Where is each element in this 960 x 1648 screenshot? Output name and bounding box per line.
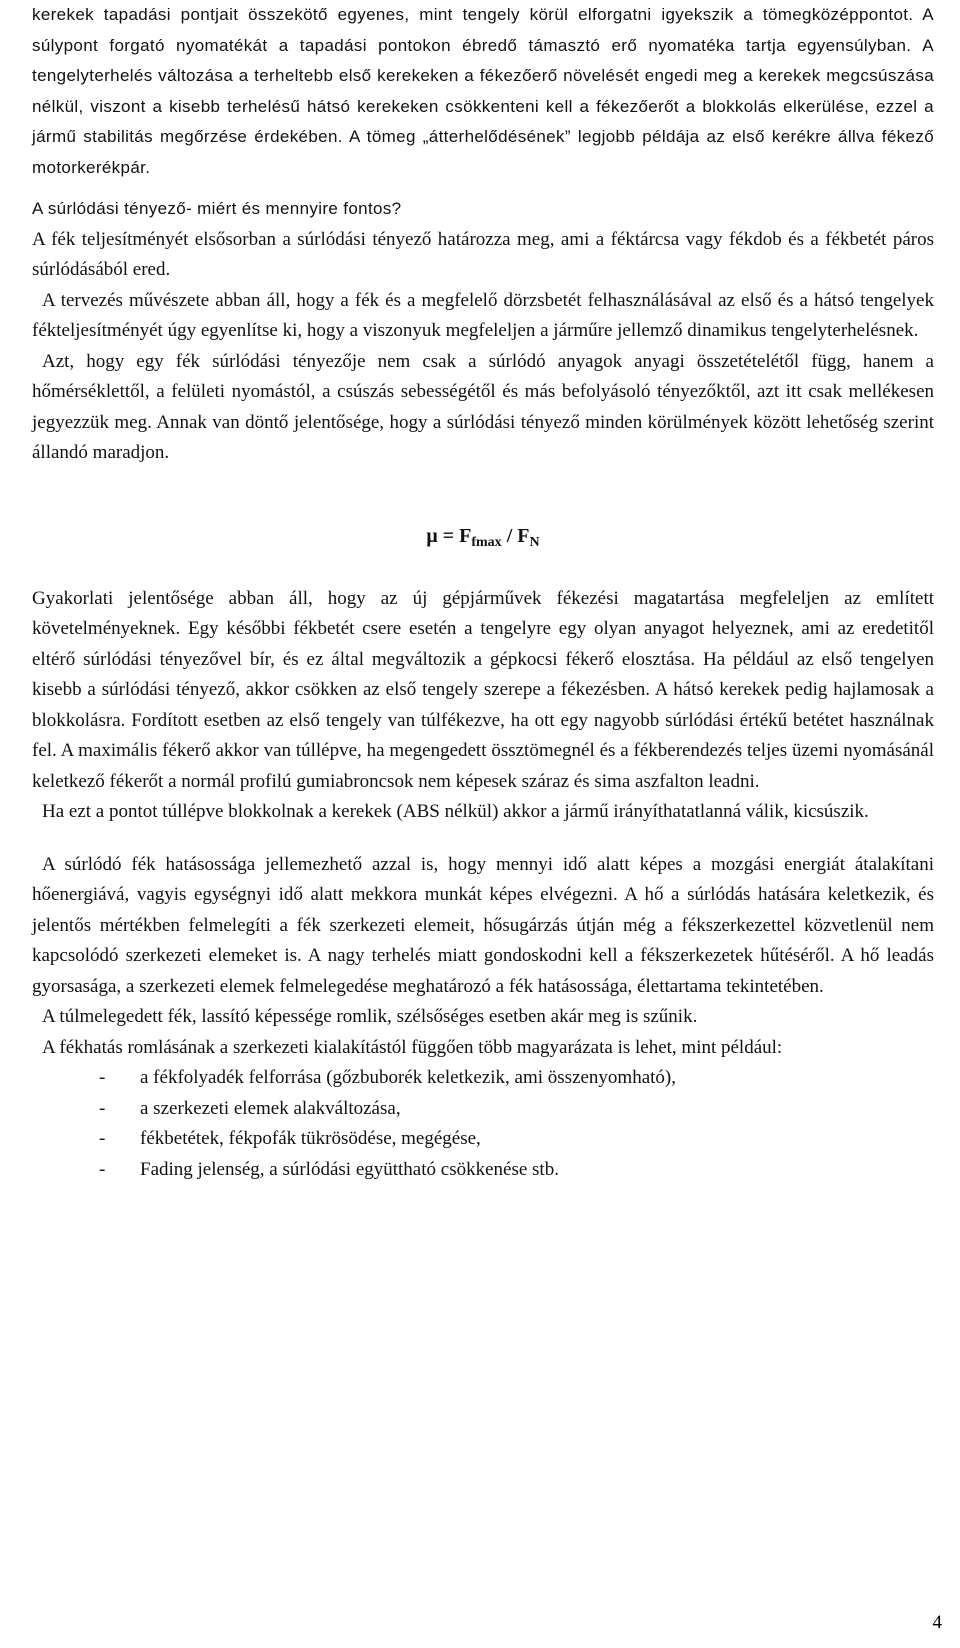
paragraph-design-art: A tervezés művészete abban áll, hogy a fék és a megfelelő dörzsbetét felhasználásával az első és a hátsó tengelyek fékteljesítményét úgy egyenlítse ki, hogy a viszonyuk megfeleljen a járműre jellemző dinamikus tengelyterhelésnek. (32, 289, 934, 341)
fade-causes-list (32, 1063, 934, 1185)
paragraph-brake-efficiency: A súrlódó fék hatásossága jellemezhető azzal is, hogy mennyi idő alatt képes a mozgási energiát átalakítani hőenergiává, vagyis egységnyi idő alatt mekkora munkát képes elvégezni. A hő a súrlódás hatására keletkezik, és jelentős mértékben felmelegíti a fék szerkezeti elemeit, hősugárzás útján még a fékszerkezettel közvetlenül nem kapcsolódó szerkezeti elemeket is. A nagy terhelés miatt gondoskodni kell a fékszerkezetek hűtéséről. A hő leadás gyorsasága, a szerkezeti elemek felmelegedése meghatározó a fék hatásossága, élettartama tekintetében. (32, 853, 934, 997)
list-item-text: a fékfolyadék felforrása (gőzbuborék keletkezik, ami összenyomható), (140, 1067, 676, 1088)
list-item-text: a szerkezeti elemek alakváltozása, (140, 1097, 401, 1119)
list-dash: - (99, 1067, 106, 1088)
list-item (99, 1094, 934, 1125)
list-item (99, 1063, 934, 1094)
formula-divide: / F (501, 524, 530, 547)
formula-sub-fmax: fmax (471, 534, 502, 550)
friction-formula (32, 521, 934, 558)
paragraph-abs-note: Ha ezt a pontot túllépve blokkolnak a kerekek (ABS nélkül) akkor a jármű irányíthatatlanná válik, kicsúszik. (42, 801, 869, 822)
document-page (32, 0, 934, 1185)
paragraph-fade-causes: A fékhatás romlásának a szerkezeti kialakítástól függően több magyarázata is lehet, mint például: (42, 1036, 783, 1058)
list-dash: - (99, 1158, 106, 1180)
paragraph-practical-significance: Gyakorlati jelentősége abban áll, hogy az új gépjárművek fékezési magatartása megfeleljen az említett követelményeknek. Egy későbbi fékbetét csere esetén a tengelyre egy olyan anyagot helyeznek, ami az eredetitől eltérő súrlódási tényezővel bír, és ez által megváltozik a gépkocsi fékerő elosztása. Ha például az első tengelyen kisebb a súrlódási tényező, akkor csökken az első tengely szerepe a fékezésben. A hátsó kerekek pedig hajlamosak a blokkolásra. Fordított esetben az első tengely van túlfékezve, ha ott egy nagyobb súrlódási értékű betétet használnak fel. A maximális fékerő akkor van túllépve, ha megengedett össztömegnél és a fékberendezés teljes üzemi nyomásánál keletkező fékerőt a normál profilú gumiabroncsok nem képesek száraz és sima aszfalton leadni. (32, 587, 934, 792)
formula-sub-n: N (529, 534, 540, 550)
page-number: 4 (932, 1612, 942, 1633)
paragraph-brake-performance: A fék teljesítményét elsősorban a súrlódási tényező határozza meg, ami a féktárcsa vagy fékdob és a fékbetét páros súrlódásából ered. (32, 228, 934, 280)
paragraph-overheating: A túlmelegedett fék, lassító képessége romlik, szélsőséges esetben akár meg is szűnik. (42, 1006, 698, 1027)
list-item-text: Fading jelenség, a súrlódási együttható csökkenése stb. (140, 1158, 559, 1180)
list-item (99, 1155, 934, 1186)
list-dash: - (99, 1097, 106, 1119)
list-item (99, 1124, 934, 1155)
list-item-text: fékbetétek, fékpofák tükrösödése, megégése, (140, 1128, 481, 1149)
list-dash: - (99, 1128, 106, 1149)
paragraph-friction-factors: Azt, hogy egy fék súrlódási tényezője nem csak a súrlódó anyagok anyagi összetételétől függ, hanem a hőmérséklettől, a felületi nyomástól, a csúszás sebességétől és más befolyásoló tényezőktől, azt itt csak mellékesen jegyezzük meg. Annak van döntő jelentősége, hogy a súrlódási tényező minden körülmények között lehetőség szerint állandó maradjon. (32, 350, 934, 463)
paragraph-intro (32, 0, 934, 183)
formula-mu: μ = F (426, 524, 472, 547)
section-heading-friction: A súrlódási tényező- miért és mennyire fontos? (32, 199, 402, 218)
intro-sentence-b: A tengelyterhelés változása a terheltebb első kerekeken a fékezőerő növelését engedi meg a kerekek megcsúszása nélkül, viszont a kisebb terhelésű hátsó kerekeken csökkenteni kell a fékezőerőt a blokkolás elkerülése, ezzel a jármű stabilitás megőrzése érdekében. A tömeg „átterhelődésének” legjobb példája az első kerékre állva fékező motorkerékpár. (32, 35, 934, 177)
intro-sentence-a: kerekek tapadási pontjait összekötő egyenes, mint tengely körül elforgatni igyekszik a tömegközéppontot. A súlypont forgató nyomatékát a tapadási pontokon ébredő támasztó erő nyomatéka tartja egyensúlyban. (32, 5, 934, 55)
